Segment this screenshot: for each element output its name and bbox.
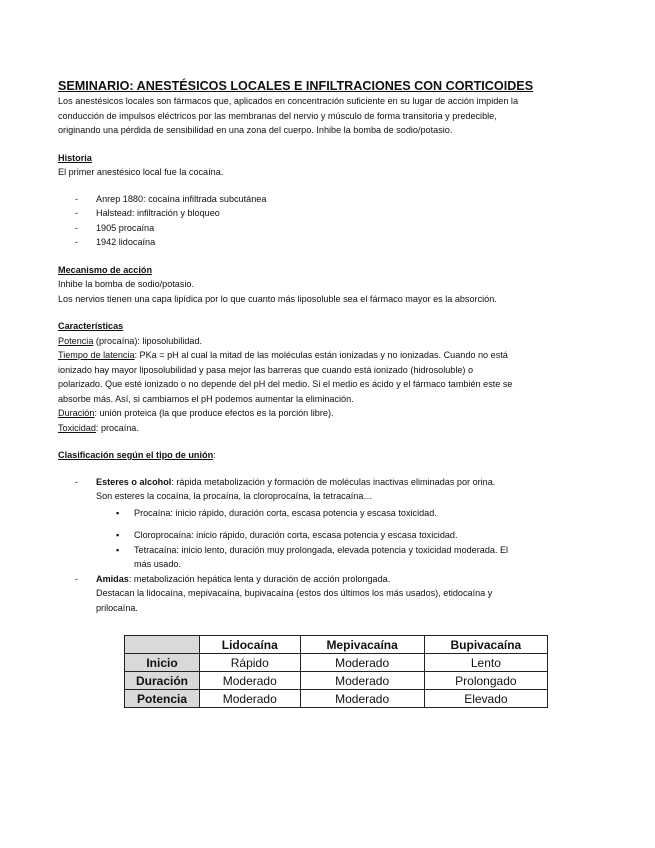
intro-line: Los anestésicos locales son fármacos que, aplicados en concentración suficiente en su lugar de acción impiden la: [58, 96, 519, 106]
historia-list: [58, 192, 603, 250]
table-header: Bupivacaína: [424, 636, 547, 654]
duracion-label: Duración: [58, 408, 95, 418]
table-header: Mepivacaína: [300, 636, 424, 654]
historia-text: El primer anestésico local fue la cocaína.: [58, 167, 224, 177]
list-item: - Anrep 1880: cocaína infiltrada subcutánea: [58, 192, 603, 207]
amidas-line: Destacan la lidocaína, mepivacaína, bupivacaína (estos dos últimos los más usados), etidocaína y: [96, 588, 493, 598]
esteres-sublist: [96, 528, 603, 572]
row-header: Duración: [125, 672, 200, 690]
potencia-text: (procaína): liposolubilidad.: [93, 335, 203, 346]
table-header: Lidocaína: [200, 636, 301, 654]
amidas-line: prilocaína.: [96, 602, 138, 613]
potencia-label: Potencia: [58, 335, 94, 346]
mecanismo-section: [58, 263, 603, 307]
intro-line: conducción de impulsos eléctricos por las membranas del nervio y músculo de forma transitoria y predecible,: [58, 110, 497, 121]
amidas-label: Amidas: [96, 573, 129, 584]
intro-paragraph: [58, 94, 603, 138]
row-header: Potencia: [125, 690, 200, 708]
list-item: - 1905 procaína: [58, 221, 603, 236]
list-item: ▪ Procaína: inicio rápido, duración corta, escasa potencia y escasa toxicidad.: [96, 506, 603, 521]
caracteristicas-heading: Características: [58, 321, 124, 331]
tetracaina-line: más usado.: [134, 559, 182, 569]
esteres-item: [58, 475, 603, 572]
page-title: SEMINARIO: ANESTÉSICOS LOCALES E INFILTRACIONES CON CORTICOIDES: [58, 79, 534, 93]
table-cell: Moderado: [300, 690, 424, 708]
duracion-line: [58, 406, 603, 421]
toxicidad-text: : procaína.: [95, 422, 139, 433]
latencia-line: absorbe más. Así, si cambiamos el pH podemos aumentar la eliminación.: [58, 393, 354, 404]
table-row: [125, 672, 548, 690]
list-item: [96, 543, 603, 572]
latencia-line: polarizado. Que esté ionizado o no depende del pH del medio. Si el medio es ácido y el fármaco también este se: [58, 379, 513, 389]
esteres-line: Son esteres la cocaína, la procaína, la cloroprocaína, la tetracaína…: [96, 491, 373, 501]
table-cell: Moderado: [200, 672, 301, 690]
latencia-label: Tiempo de latencia: [58, 350, 135, 360]
latencia-line: ionizado hay mayor liposolubilidad y pasa mejor las barreras que cuando está ionizado (hidrosoluble) o: [58, 364, 474, 375]
caracteristicas-section: [58, 319, 603, 435]
table-row: [125, 690, 548, 708]
clasificacion-list: [58, 475, 603, 616]
table-header-row: [125, 636, 548, 654]
toxicidad-line: [58, 421, 603, 436]
table-cell: Moderado: [300, 672, 424, 690]
list-item: - 1942 lidocaína: [58, 235, 603, 250]
clasificacion-section: [58, 448, 603, 615]
clasificacion-heading-suffix: :: [213, 450, 216, 460]
table-cell: Moderado: [200, 690, 301, 708]
clasificacion-heading-line: [58, 448, 603, 463]
row-header: Inicio: [125, 654, 200, 672]
latencia-text: : PKa = pH al cual la mitad de las moléculas están ionizadas y no ionizadas. Cuando no está: [134, 350, 508, 360]
amidas-item: [58, 572, 603, 616]
esteres-text: : rápida metabolización y formación de moléculas inactivas eliminadas por orina.: [171, 476, 496, 487]
esteres-label: Esteres o alcohol: [96, 476, 172, 487]
table-row: [125, 654, 548, 672]
historia-heading: Historia: [58, 152, 92, 163]
table-corner: [125, 636, 200, 654]
potencia-line: [58, 334, 603, 349]
document-body: [58, 79, 603, 615]
table-cell: Elevado: [424, 690, 547, 708]
table-cell: Prolongado: [424, 672, 547, 690]
mecanismo-line: Los nervios tienen una capa lipídica por lo que cuanto más liposoluble sea el fármaco mayor es la absorción.: [58, 293, 497, 304]
table-cell: Rápido: [200, 654, 301, 672]
table-cell: Moderado: [300, 654, 424, 672]
intro-line: originando una pérdida de sensibilidad en una zona del cuerpo. Inhibe la bomba de sodio/potasio.: [58, 125, 453, 135]
toxicidad-label: Toxicidad: [58, 422, 96, 433]
table-cell: Lento: [424, 654, 547, 672]
amidas-text: : metabolización hepática lenta y duración de acción prolongada.: [128, 573, 391, 584]
tetracaina-line: Tetracaína: inicio lento, duración muy prolongada, elevada potencia y toxicidad moderada. El: [134, 544, 509, 555]
esteres-sublist: [96, 506, 603, 521]
clasificacion-heading: Clasificación según el tipo de unión: [58, 450, 214, 460]
list-item: ▪ Cloroprocaína: inicio rápido, duración corta, escasa potencia y escasa toxicidad.: [96, 528, 603, 543]
mecanismo-heading: Mecanismo de acción: [58, 264, 153, 275]
mecanismo-line: Inhibe la bomba de sodio/potasio.: [58, 279, 194, 289]
list-item: - Halstead: infiltración y bloqueo: [58, 206, 603, 221]
comparison-table: [124, 635, 548, 708]
duracion-text: : unión proteica (la que produce efectos es la porción libre).: [94, 408, 334, 418]
latencia-line: [58, 348, 603, 363]
historia-section: [58, 151, 603, 250]
